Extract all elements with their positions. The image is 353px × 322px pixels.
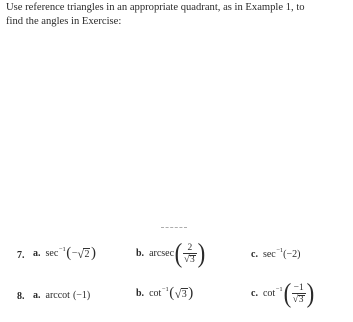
function-name: arccot — [45, 290, 70, 301]
radical-sign: √ — [77, 246, 84, 261]
exercise-8b — [136, 286, 194, 301]
part-label: c. — [251, 249, 258, 260]
function-name: cot — [262, 288, 276, 299]
exercise-7a — [33, 246, 96, 261]
fraction — [183, 243, 197, 265]
instructions — [6, 1, 351, 29]
fraction — [292, 283, 306, 305]
exercise-7b — [136, 240, 206, 267]
close-paren: ) — [188, 285, 194, 301]
radicand: 3 — [190, 254, 195, 265]
square-root — [175, 288, 188, 300]
fraction-numerator: 2 — [187, 242, 193, 253]
exercise-7c — [251, 249, 300, 260]
argument: (−1) — [72, 290, 91, 301]
square-root — [77, 248, 90, 260]
open-paren: ( — [66, 245, 72, 261]
part-label: c. — [251, 288, 258, 299]
radical-sign: √ — [174, 286, 182, 301]
argument: (−2) — [283, 249, 301, 260]
function-name: sec — [45, 248, 59, 259]
fraction-numerator: −1 — [293, 282, 304, 293]
close-paren: ) — [306, 278, 315, 308]
inverse-superscript: −1 — [276, 247, 284, 254]
function-name: cot — [149, 288, 162, 299]
radical-sign: √ — [184, 253, 190, 265]
radicand: 2 — [84, 248, 90, 260]
part-label: b. — [136, 248, 145, 259]
close-paren: ) — [90, 245, 96, 261]
exercise-8a — [33, 290, 90, 301]
open-paren: ( — [174, 238, 183, 268]
open-paren: ( — [283, 278, 291, 308]
function-name: sec — [262, 249, 276, 260]
fraction-denominator — [292, 293, 306, 305]
omitted-content-ellipsis — [161, 227, 187, 231]
part-label: a. — [33, 290, 41, 301]
radicand: 3 — [181, 288, 187, 300]
inverse-superscript: −1 — [161, 286, 169, 293]
fraction-denominator — [183, 253, 197, 265]
minus-sign: − — [71, 248, 78, 259]
open-paren: ( — [169, 285, 175, 301]
inverse-superscript: −1 — [58, 246, 66, 253]
part-label: a. — [33, 248, 41, 259]
part-label: b. — [136, 288, 145, 299]
radical-sign: √ — [292, 293, 299, 305]
inverse-superscript: −1 — [275, 286, 283, 293]
radicand: 3 — [298, 294, 304, 305]
exercise-8c — [251, 280, 315, 307]
instructions-line-2: find the angles in Exercise: — [6, 16, 122, 27]
function-name: arcsec — [149, 248, 175, 259]
close-paren: ) — [197, 238, 206, 268]
exercise-number-8: 8. — [17, 291, 25, 302]
exercise-number-7: 7. — [17, 250, 25, 261]
instructions-line-1: Use reference triangles in an appropriate quadrant, as in Example 1, to — [6, 2, 305, 13]
